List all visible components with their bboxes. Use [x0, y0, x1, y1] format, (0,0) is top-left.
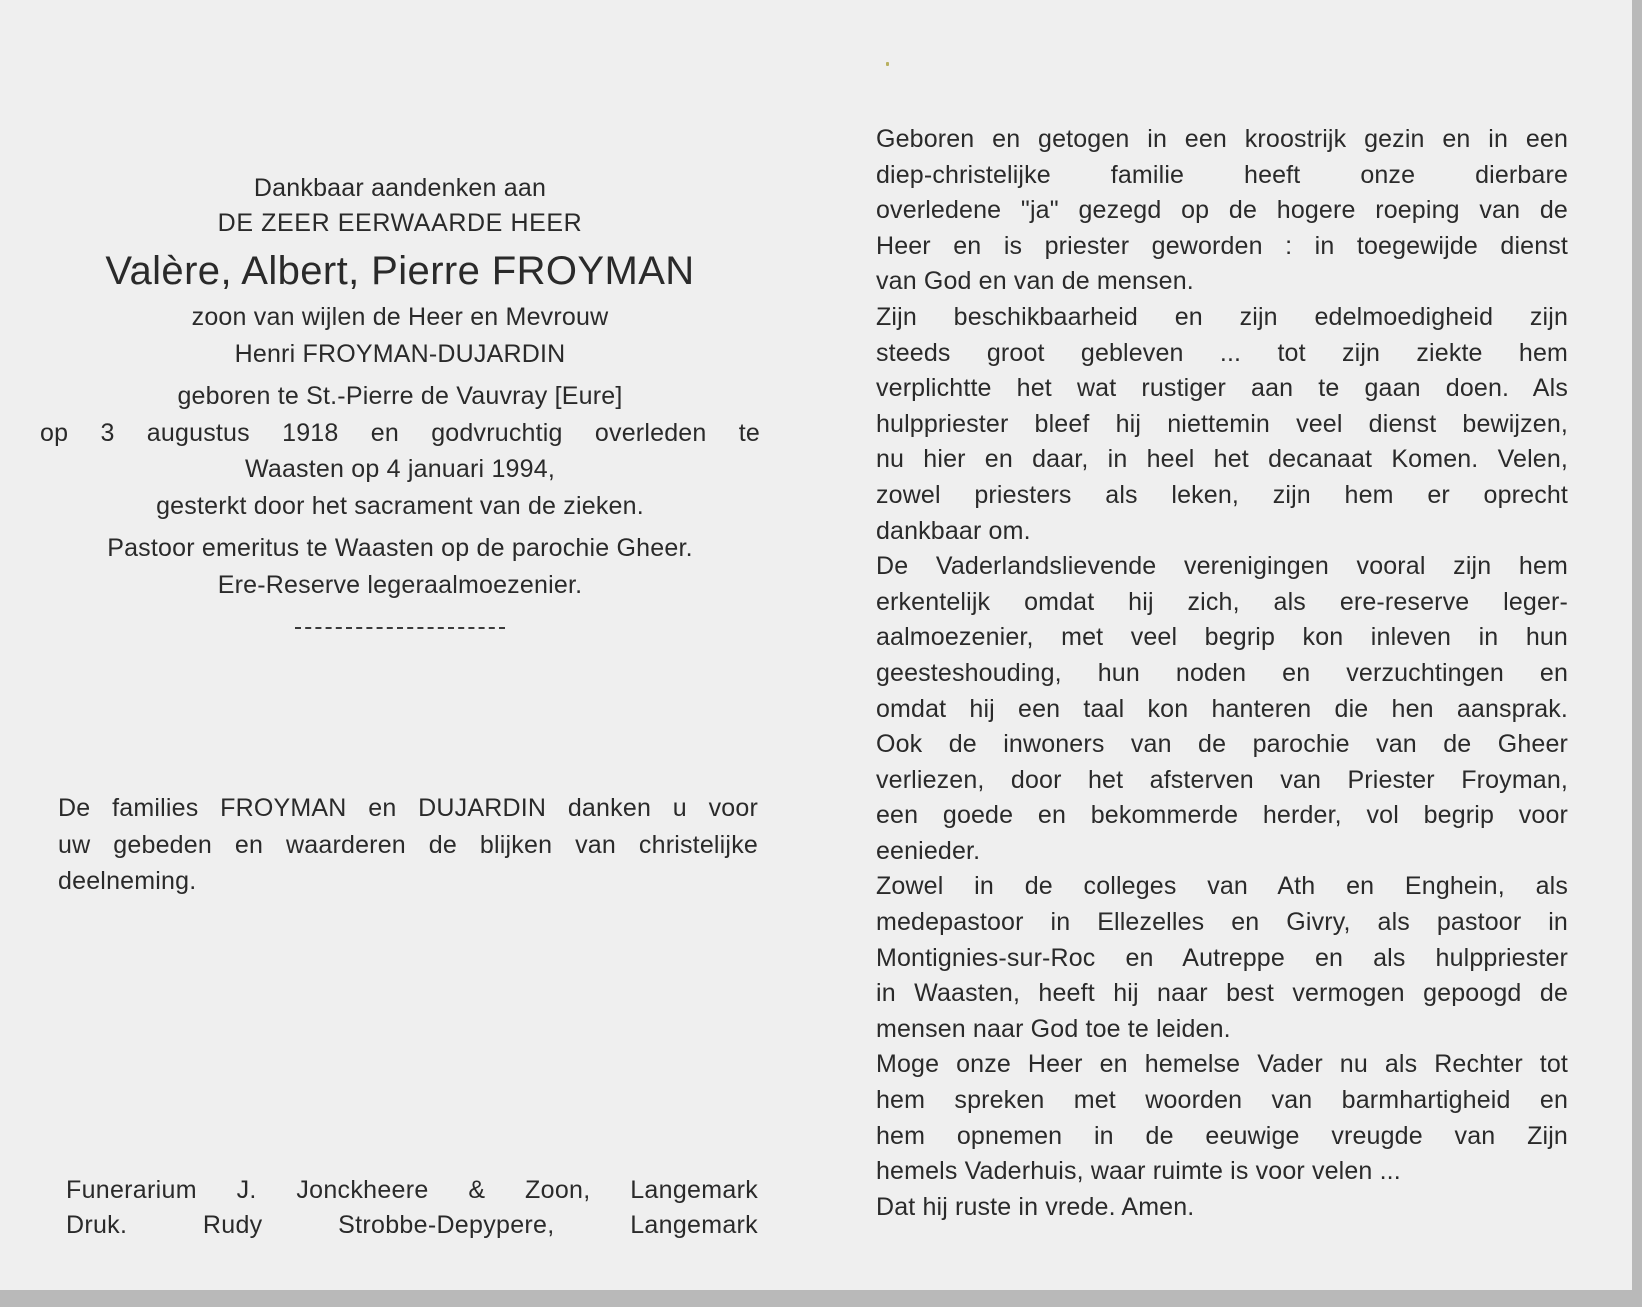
credit-word: &	[468, 1176, 486, 1204]
intro-text: Dankbaar aandenken aan	[253, 174, 547, 202]
credit-word: Rudy	[202, 1211, 263, 1239]
bio-line: omdat hij een taal kon hanteren die hen aansprak.	[876, 694, 1568, 723]
credit-word: Langemark	[630, 1211, 758, 1239]
credit-word: Zoon,	[525, 1176, 591, 1204]
birth-line-3: Waasten op 4 januari 1994,	[244, 455, 556, 483]
bio-line: hem opnemen in de eeuwige vreugde van Zijn	[876, 1121, 1568, 1150]
deceased-name: Valère, Albert, Pierre FROYMAN	[105, 249, 695, 293]
bio-line: overledene "ja" gezegd op de hogere roeping van de	[876, 196, 1568, 225]
bio-line: nu hier en daar, in heel het decanaat Komen. Velen,	[876, 445, 1568, 474]
bio-line: diep-christelijke familie heeft onze dierbare	[876, 160, 1568, 189]
card-right-panel	[876, 122, 1568, 1225]
bio-line: een goede en bekommerde herder, vol begrip voor	[876, 801, 1568, 830]
credit-row-funerarium	[66, 1173, 758, 1208]
bio-line: Ook de inwoners van de parochie van de Gheer	[876, 730, 1568, 759]
thanks-line: uw gebeden en waarderen de blijken van christelijke	[58, 830, 758, 859]
bio-line: erkentelijk omdat hij zich, als ere-reserve leger-	[876, 587, 1568, 616]
bio-line: mensen naar God toe te leiden.	[876, 1014, 1231, 1043]
bio-line: steeds groot gebleven ... tot zijn ziekte hem	[876, 338, 1568, 367]
bio-line: van God en van de mensen.	[876, 267, 1194, 296]
bio-line: medepastoor in Ellezelles en Givry, als pastoor in	[876, 908, 1568, 937]
credit-word: Funerarium	[66, 1176, 197, 1204]
parents-line-1: zoon van wijlen de Heer en Mevrouw	[191, 303, 609, 331]
credit-row-printer	[66, 1208, 758, 1243]
honorific-title: DE ZEER EERWAARDE HEER	[217, 208, 583, 237]
bio-line: Heer en is priester geworden : in toegewijde dienst	[876, 231, 1568, 260]
dashed-divider	[295, 627, 505, 629]
credit-word: Strobbe-Depypere,	[338, 1211, 555, 1239]
birth-line-2: op 3 augustus 1918 en godvruchtig overleden te	[40, 418, 760, 447]
bio-line: eenieder.	[876, 836, 981, 865]
thanks-line: deelneming.	[58, 867, 197, 895]
role-line-1: Pastoor emeritus te Waasten op de parochie Gheer.	[107, 534, 693, 562]
bio-line: Geboren en getogen in een kroostrijk gezin en in een	[876, 125, 1568, 153]
bio-line: dankbaar om.	[876, 516, 1031, 545]
bio-line: verliezen, door het afsterven van Priester Froyman,	[876, 765, 1568, 794]
card-left-panel	[40, 170, 760, 629]
credit-word: Langemark	[630, 1176, 758, 1204]
birth-line-1: geboren te St.-Pierre de Vauvray [Eure]	[177, 382, 623, 410]
bio-line: Moge onze Heer en hemelse Vader nu als Rechter tot	[876, 1050, 1568, 1079]
bio-line: De Vaderlandslievende verenigingen vooral zijn hem	[876, 552, 1568, 581]
bio-line: hulppriester bleef hij niettemin veel dienst bewijzen,	[876, 409, 1568, 438]
bio-line: Zijn beschikbaarheid en zijn edelmoedigheid zijn	[876, 302, 1568, 331]
bio-line: in Waasten, heeft hij naar best vermogen gepoogd de	[876, 979, 1568, 1008]
bio-line: hem spreken met woorden van barmhartigheid en	[876, 1086, 1568, 1115]
credits	[66, 1173, 758, 1243]
birth-line-4: gesterkt door het sacrament van de zieken.	[156, 491, 644, 520]
bio-line: verplichtte het wat rustiger aan te gaan doen. Als	[876, 374, 1568, 403]
credit-word: Druk.	[66, 1211, 128, 1239]
credit-word: Jonckheere	[296, 1176, 429, 1204]
bio-line: geesteshouding, hun noden en verzuchtingen en	[876, 658, 1568, 687]
bio-line: aalmoezenier, met veel begrip kon inleven in hun	[876, 623, 1568, 652]
bio-line: Dat hij ruste in vrede. Amen.	[876, 1192, 1195, 1221]
bio-line: Zowel in de colleges van Ath en Enghein, als	[876, 872, 1568, 901]
parents-line-2: Henri FROYMAN-DUJARDIN	[234, 339, 566, 368]
family-thanks	[58, 790, 758, 900]
bio-line: zowel priesters als leken, zijn hem er oprecht	[876, 480, 1568, 509]
bio-line: Montignies-sur-Roc en Autreppe en als hulppriester	[876, 943, 1568, 972]
role-line-2: Ere-Reserve legeraalmoezenier.	[217, 570, 583, 599]
thanks-line: De families FROYMAN en DUJARDIN danken u voor	[58, 794, 758, 822]
bio-line: hemels Vaderhuis, waar ruimte is voor velen ...	[876, 1157, 1401, 1186]
paper-speck	[886, 62, 889, 66]
credit-word: J.	[236, 1176, 257, 1204]
